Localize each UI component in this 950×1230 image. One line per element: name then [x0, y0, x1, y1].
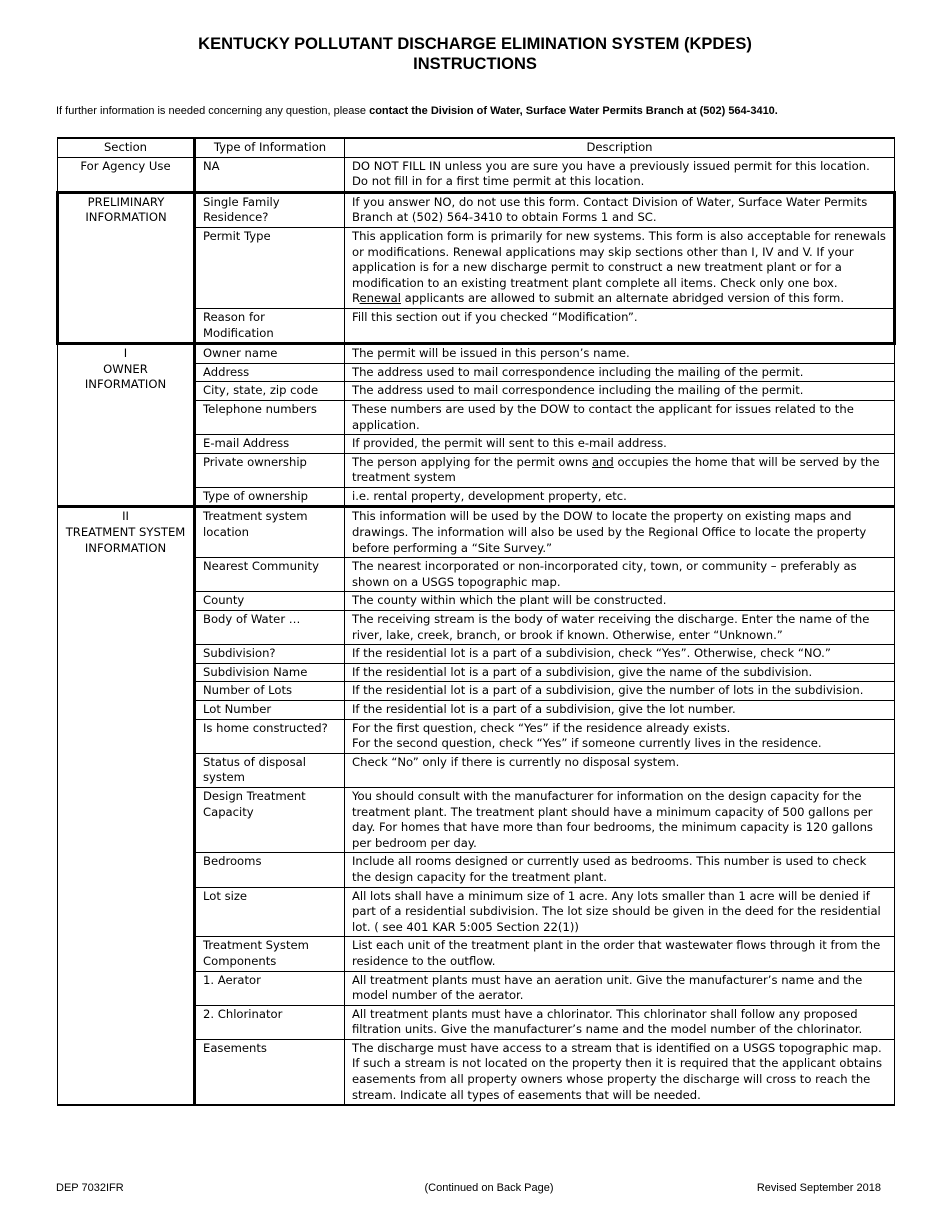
intro-contact: contact the Division of Water, Surface Water Permits Branch at (502) 564-3410. — [369, 105, 778, 117]
type-cell: Address — [195, 363, 345, 382]
description-cell: If provided, the permit will sent to this e-mail address. — [345, 435, 895, 454]
type-cell: Single Family Residence? — [195, 192, 345, 227]
description-cell: You should consult with the manufacturer for information on the design capacity for the treatment plant. The treatment plant should have a minimum capacity of 500 gallons per day. For homes that have more than four bedrooms, the minimum capacity is 120 gallons per bedroom per day. — [345, 787, 895, 852]
section-preliminary: PRELIMINARY INFORMATION — [58, 192, 195, 343]
type-cell: Lot Number — [195, 701, 345, 720]
description-cell: If the residential lot is a part of a subdivision, give the number of lots in the subdivision. — [345, 682, 895, 701]
section-number: II — [122, 509, 129, 524]
type-cell: Treatment System Components — [195, 937, 345, 971]
form-number: DEP 7032IFR — [56, 1182, 124, 1194]
intro-plain: If further information is needed concerning any question, please — [56, 105, 370, 117]
type-cell: Is home constructed? — [195, 719, 345, 753]
type-cell: Design Treatment Capacity — [195, 787, 345, 852]
type-cell: 2. Chlorinator — [195, 1005, 345, 1039]
description-cell: If you answer NO, do not use this form. Contact Division of Water, Surface Water Permits Branch at (502) 564-3410 to obtain Forms 1 and SC. — [345, 192, 895, 227]
title-line-1: KENTUCKY POLLUTANT DISCHARGE ELIMINATION SYSTEM (KPDES) — [198, 35, 752, 53]
table-row — [58, 192, 895, 227]
header-section: Section — [58, 138, 195, 157]
section-owner — [58, 344, 195, 507]
type-cell: 1. Aerator — [195, 971, 345, 1005]
type-cell: Body of Water … — [195, 611, 345, 645]
desc-underlined: enewal — [359, 291, 401, 306]
description-cell: DO NOT FILL IN unless you are sure you have a previously issued permit for this location. Do not fill in for a first time permit at this location. — [345, 157, 895, 192]
description-cell: The nearest incorporated or non-incorporated city, town, or community – preferably as shown on a USGS topographic map. — [345, 558, 895, 592]
type-cell: County — [195, 592, 345, 611]
intro-text — [56, 105, 778, 117]
description-cell: i.e. rental property, development property, etc. — [345, 487, 895, 507]
table-row — [58, 507, 895, 558]
type-cell: Bedrooms — [195, 853, 345, 887]
description-cell: If the residential lot is a part of a subdivision, give the name of the subdivision. — [345, 663, 895, 682]
instructions-table — [56, 137, 896, 1106]
desc-part: applicants are allowed to submit an alternate abridged version of this form. — [400, 291, 845, 306]
type-cell: Lot size — [195, 887, 345, 937]
section-label: OWNER INFORMATION — [84, 361, 167, 392]
description-cell: The address used to mail correspondence including the mailing of the permit. — [345, 382, 895, 401]
header-type: Type of Information — [195, 138, 345, 157]
description-cell: The discharge must have access to a stream that is identified on a USGS topographic map. If such a stream is not located on the property then it is required that the applicant obtains easements from all property owners whose property the discharge will cross to reach the stream. Indicate all types of easements that will be needed. — [345, 1039, 895, 1105]
description-cell: All lots shall have a minimum size of 1 acre. Any lots smaller than 1 acre will be denied if part of a residential subdivision. The lot size should be given in the deed for the residential lot. ( see 401 KAR 5:005 Section 22(1)) — [345, 887, 895, 937]
description-cell: If the residential lot is a part of a subdivision, check “Yes”. Otherwise, check “NO.” — [345, 645, 895, 664]
type-cell: Reason for Modification — [195, 308, 345, 343]
desc-part: occupies the home that will be served by the treatment system — [352, 454, 880, 485]
header-description: Description — [345, 138, 895, 157]
description-cell: These numbers are used by the DOW to contact the applicant for issues related to the application. — [345, 400, 895, 434]
type-cell: City, state, zip code — [195, 382, 345, 401]
description-cell — [345, 453, 895, 487]
description-cell: The address used to mail correspondence including the mailing of the permit. — [345, 363, 895, 382]
type-cell: Easements — [195, 1039, 345, 1105]
description-cell — [345, 227, 895, 308]
type-cell: Subdivision Name — [195, 663, 345, 682]
type-cell: E-mail Address — [195, 435, 345, 454]
description-cell: All treatment plants must have an aeration unit. Give the manufacturer’s name and the model number of the aerator. — [345, 971, 895, 1005]
table-row — [58, 344, 895, 364]
description-cell: Include all rooms designed or currently used as bedrooms. This number is used to check the design capacity for the treatment plant. — [345, 853, 895, 887]
type-cell: Type of ownership — [195, 487, 345, 507]
title-line-2: INSTRUCTIONS — [413, 55, 537, 73]
type-cell: Treatment system location — [195, 507, 345, 558]
type-cell: Telephone numbers — [195, 400, 345, 434]
continued-note: (Continued on Back Page) — [424, 1182, 554, 1194]
description-cell: The county within which the plant will be constructed. — [345, 592, 895, 611]
description-cell: If the residential lot is a part of a subdivision, give the lot number. — [345, 701, 895, 720]
description-cell — [345, 719, 895, 753]
table-row — [58, 157, 895, 192]
revision-date: Revised September 2018 — [756, 1182, 881, 1194]
section-label: TREATMENT SYSTEM INFORMATION — [65, 525, 186, 555]
desc-underlined: and — [591, 454, 614, 469]
desc-line: For the second question, check “Yes” if someone currently lives in the residence. — [352, 736, 822, 751]
desc-part: This application form is primarily for new systems. This form is also acceptable for renewals or modifications. Renewal applications may skip sections other than I, IV and V. If your application is for a new discharge permit to construct a new treatment plant or for a modification to an existing treatment plant complete all items. Check only one box. R — [352, 228, 886, 306]
description-cell: The permit will be issued in this person’s name. — [345, 344, 895, 364]
description-cell: The receiving stream is the body of water receiving the discharge. Enter the name of the river, lake, creek, branch, or brook if known. Otherwise, enter “Unknown.” — [345, 611, 895, 645]
type-cell: NA — [195, 157, 345, 192]
section-agency: For Agency Use — [58, 157, 195, 192]
description-cell: All treatment plants must have a chlorinator. This chlorinator shall follow any proposed filtration units. Give the manufacturer’s name and the model number of the chlorinator. — [345, 1005, 895, 1039]
description-cell: Check “No” only if there is currently no disposal system. — [345, 753, 895, 787]
type-cell: Number of Lots — [195, 682, 345, 701]
type-cell: Nearest Community — [195, 558, 345, 592]
description-cell: List each unit of the treatment plant in the order that wastewater flows through it from the residence to the outflow. — [345, 937, 895, 971]
type-cell: Status of disposal system — [195, 753, 345, 787]
page-title — [0, 34, 950, 74]
desc-line: For the first question, check “Yes” if the residence already exists. — [352, 720, 731, 735]
description-cell: This information will be used by the DOW to locate the property on existing maps and drawings. The information will also be used by the Regional Office to locate the property before performing a “Site Survey.” — [345, 507, 895, 558]
section-treatment — [58, 507, 195, 1105]
type-cell: Owner name — [195, 344, 345, 364]
description-cell: Fill this section out if you checked “Modification”. — [345, 308, 895, 343]
type-cell: Permit Type — [195, 227, 345, 308]
table-header-row — [58, 138, 895, 157]
section-number: I — [123, 346, 128, 361]
type-cell: Subdivision? — [195, 645, 345, 664]
type-cell: Private ownership — [195, 453, 345, 487]
desc-part: The person applying for the permit owns — [352, 454, 592, 469]
